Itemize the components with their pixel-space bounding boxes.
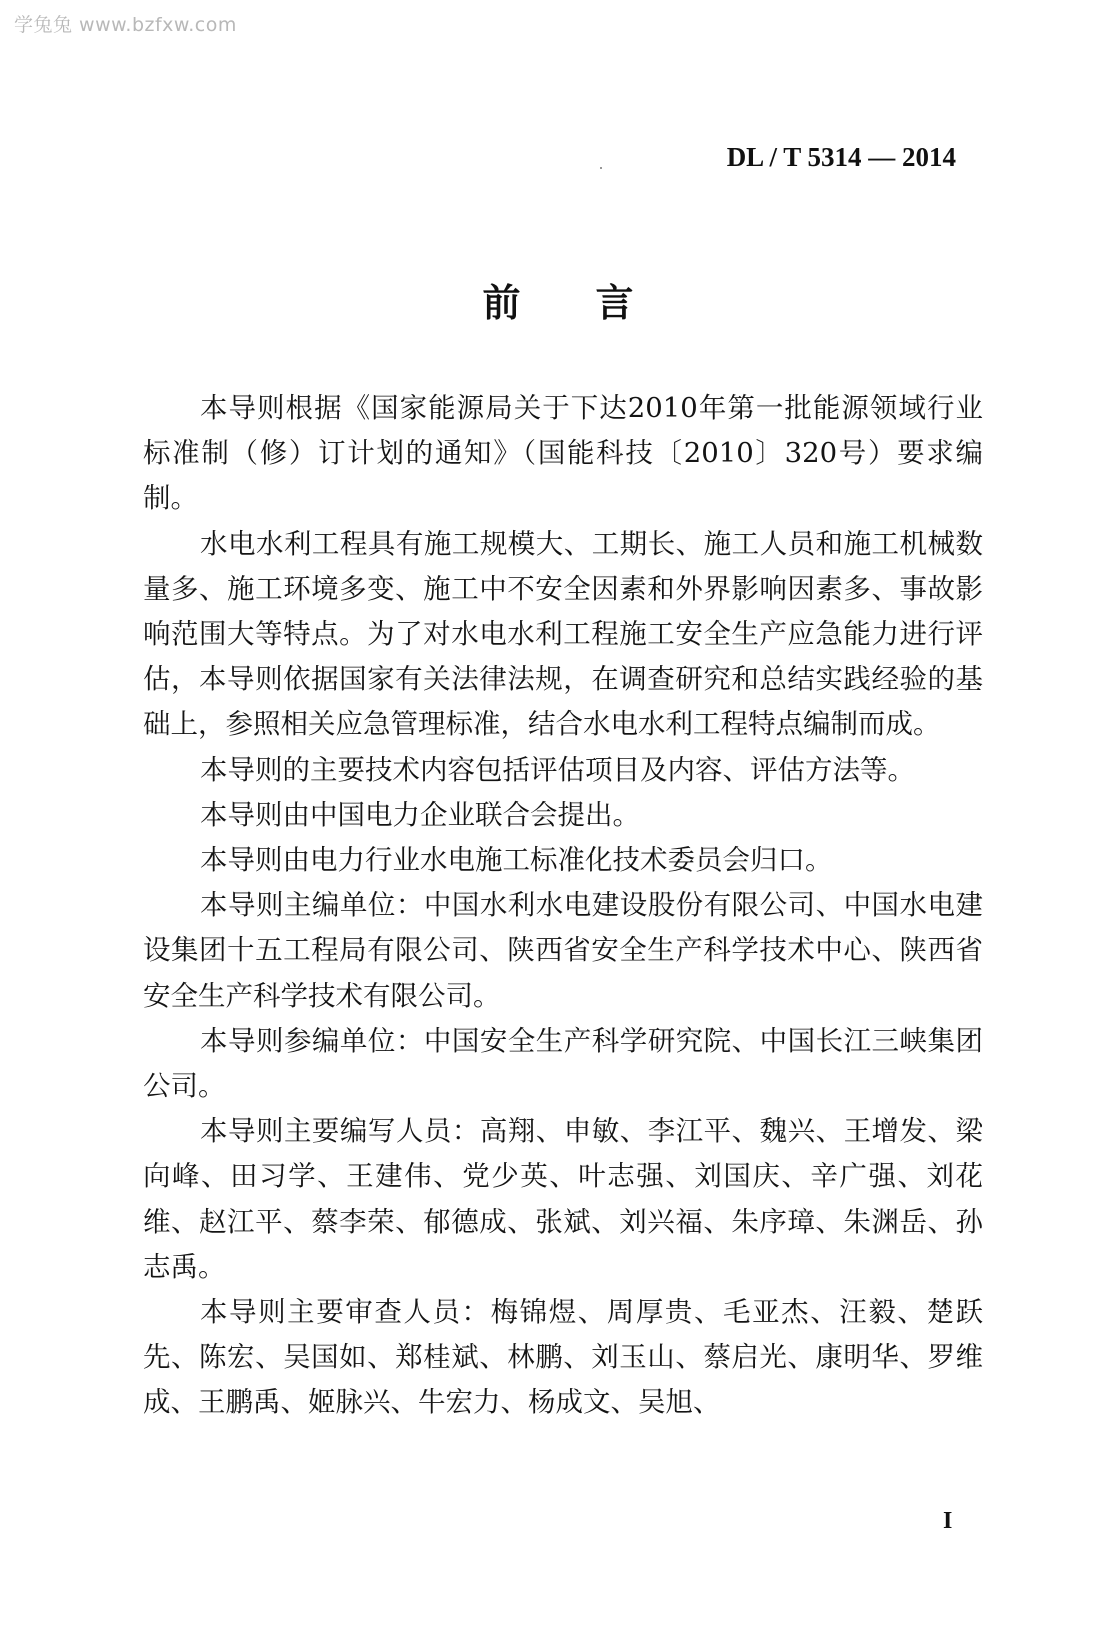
paragraph-main-content: 本导则的主要技术内容包括评估项目及内容、评估方法等。 xyxy=(200,753,915,786)
scan-speck xyxy=(600,167,602,169)
paragraph-proposer: 本导则由中国电力企业联合会提出。 xyxy=(200,798,640,831)
paragraph-participating-units: 本导则参编单位：中国安全生产科学研究院、中国长江三峡集团公司。 xyxy=(143,1024,983,1103)
paragraph-basis: 本导则根据《国家能源局关于下达2010年第一批能源领域行业标准制（修）订计划的通知》（国能科技〔2010〕320号）要求编制。 xyxy=(143,392,983,515)
body-text xyxy=(143,386,983,1426)
paragraph-chief-units: 本导则主编单位：中国水利水电建设股份有限公司、中国水电建设集团十五工程局有限公司、陕西省安全生产科学技术中心、陕西省安全生产科学技术有限公司。 xyxy=(143,889,983,1012)
page-title: 前言 xyxy=(482,281,709,325)
page-number: I xyxy=(943,1508,953,1534)
watermark-text: 学兔兔 www.bzfxw.com xyxy=(14,14,237,36)
standard-number: DL / T 5314 — 2014 xyxy=(726,142,956,172)
paragraph-drafters: 本导则主要编写人员：高翔、申敏、李江平、魏兴、王增发、梁向峰、田习学、王建伟、党少英、叶志强、刘国庆、辛广强、刘花维、赵江平、蔡李荣、郁德成、张斌、刘兴福、朱序璋、朱渊岳、孙志禹。 xyxy=(143,1115,983,1283)
paragraph-reviewers: 本导则主要审查人员：梅锦煜、周厚贵、毛亚杰、汪毅、楚跃先、陈宏、吴国如、郑桂斌、林鹏、刘玉山、蔡启光、康明华、罗维成、王鹏禹、姬脉兴、牛宏力、杨成文、吴旭、 xyxy=(143,1296,983,1419)
paragraph-administrator: 本导则由电力行业水电施工标准化技术委员会归口。 xyxy=(200,844,833,877)
paragraph-background: 水电水利工程具有施工规模大、工期长、施工人员和施工机械数量多、施工环境多变、施工中不安全因素和外界影响因素多、事故影响范围大等特点。为了对水电水利工程施工安全生产应急能力进行评估，本导则依据国家有关法律法规，在调查研究和总结实践经验的基础上，参照相关应急管理标准，结合水电水利工程特点编制而成。 xyxy=(143,527,983,741)
